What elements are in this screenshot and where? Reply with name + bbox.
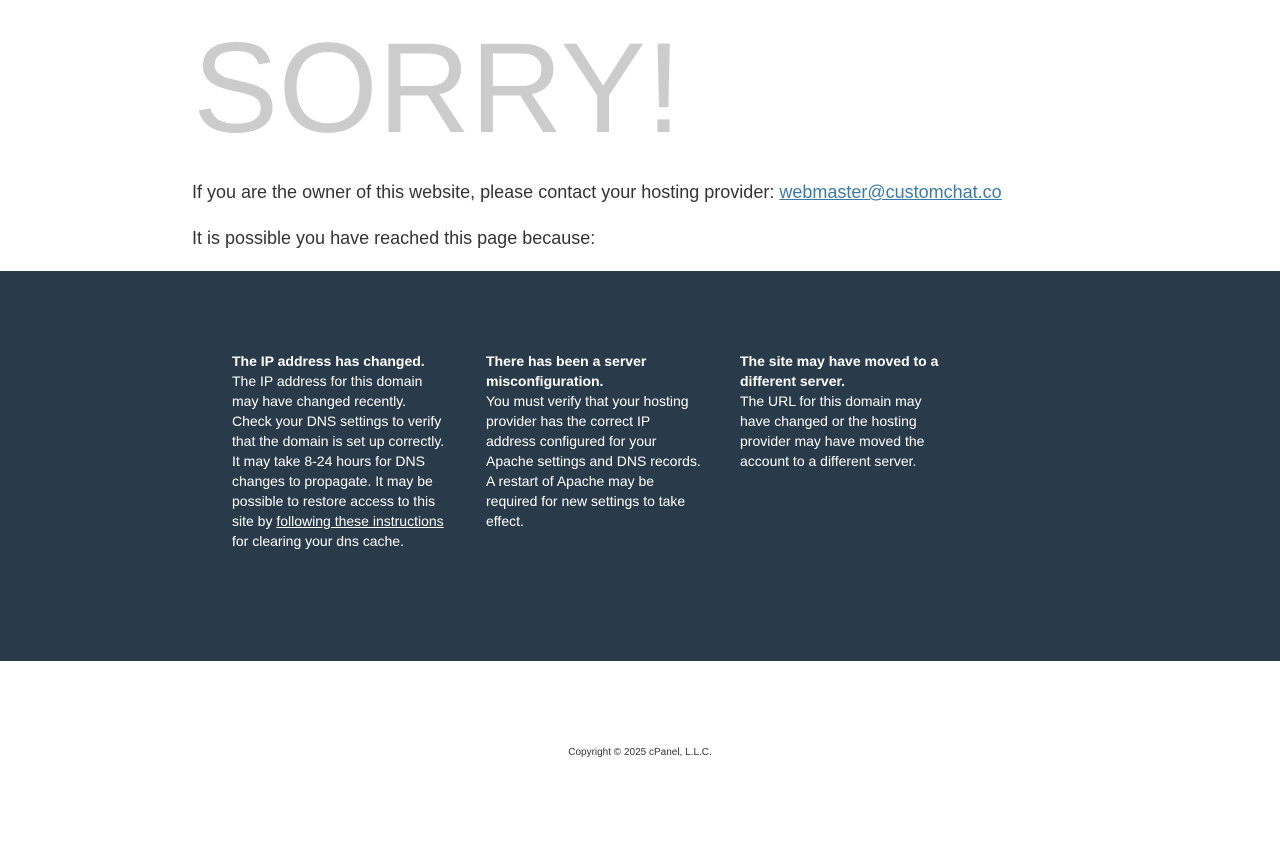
reason-title: The site may have moved to a different server. bbox=[740, 353, 939, 389]
reason-body-text: The IP address for this domain may have changed recently. Check your DNS settings to verify that the domain is set up correctly. It may take 8-24 hours for DNS changes to propagate. It may be possible to restore access to this site by bbox=[232, 373, 445, 529]
copyright-footer: Copyright © 2025 cPanel, L.L.C. bbox=[568, 747, 712, 758]
header-section bbox=[0, 0, 1280, 271]
reason-body-text-end: for clearing your dns cache. bbox=[232, 533, 404, 549]
contact-line bbox=[192, 180, 1002, 204]
page-title: SORRY! bbox=[193, 17, 682, 160]
reason-intro: It is possible you have reached this page because: bbox=[192, 228, 596, 248]
contact-email-link[interactable]: webmaster@customchat.co bbox=[779, 182, 1002, 202]
dns-instructions-link[interactable]: following these instructions bbox=[276, 513, 444, 529]
reason-server-misconfiguration bbox=[486, 351, 701, 531]
reason-body bbox=[232, 371, 447, 551]
reasons-band bbox=[0, 271, 1280, 661]
contact-text: If you are the owner of this website, please contact your hosting provider: bbox=[192, 182, 780, 202]
reason-body: You must verify that your hosting provider has the correct IP address configured for your Apache settings and DNS records. A restart of Apache may be required for new settings to take effect. bbox=[486, 393, 701, 529]
reason-site-moved bbox=[740, 351, 955, 471]
reason-title: The IP address has changed. bbox=[232, 353, 425, 369]
reason-ip-changed bbox=[232, 351, 447, 551]
reason-body: The URL for this domain may have changed or the hosting provider may have moved the account to a different server. bbox=[740, 393, 925, 469]
reason-title: There has been a server misconfiguration. bbox=[486, 353, 647, 389]
